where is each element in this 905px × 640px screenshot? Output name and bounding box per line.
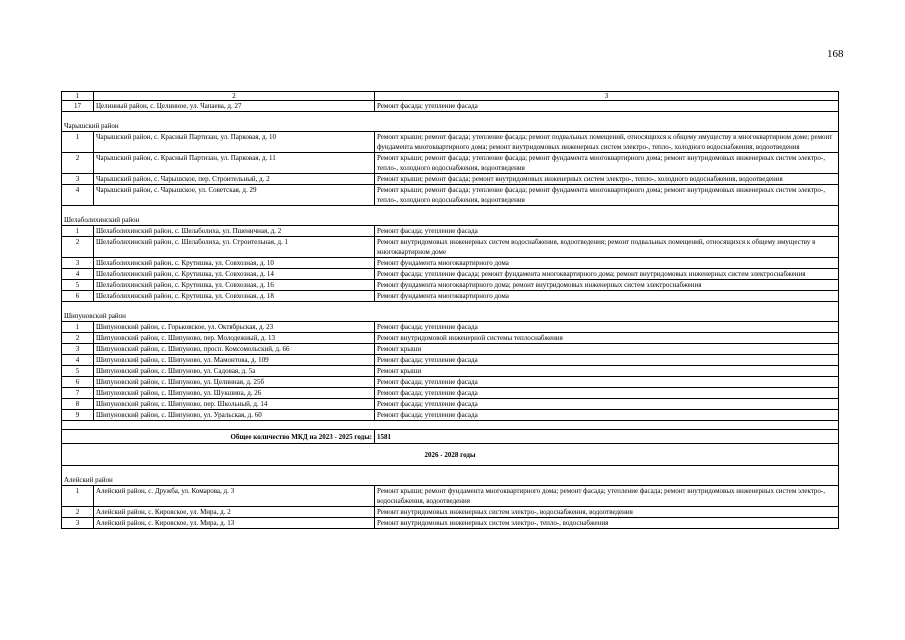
row-work: Ремонт фундамента многоквартирного дома — [375, 258, 839, 269]
row-address: Чарышский район, с. Красный Партизан, ул. Парковая, д. 11 — [94, 153, 375, 174]
table-row — [62, 322, 839, 333]
row-address: Шелаболихинский район, с. Крутишка, ул. Совхозная, д. 10 — [94, 258, 375, 269]
row-work: Ремонт крыши; ремонт фундамента многоквартирного дома; ремонт фасада; утепление фасада; ремонт внутридомовых инженерных систем электро-, водоснабжения, водоотведения — [375, 486, 839, 507]
table-row — [62, 518, 839, 529]
row-address: Чарышский район, с. Чарышское, пер. Строительный, д. 2 — [94, 174, 375, 185]
table-row — [62, 388, 839, 399]
row-address: Шипуновский район, с. Шипуново, пер. Школьный, д. 14 — [94, 399, 375, 410]
row-number: 1 — [62, 132, 94, 153]
row-number: 3 — [62, 344, 94, 355]
row-number: 5 — [62, 280, 94, 291]
total-label: Общее количество МКД на 2023 - 2025 годы: — [62, 430, 375, 444]
row-address: Шипуновский район, с. Шипуново, ул. Садовая, д. 5а — [94, 366, 375, 377]
row-work: Ремонт крыши; ремонт фасада; утепление фасада; ремонт фундамента многоквартирного дома; ремонт внутридомовых инженерных систем электро-, тепло-, холодного водоснабжения, водоотведения — [375, 153, 839, 174]
region-row — [62, 466, 839, 486]
row-work: Ремонт крыши — [375, 366, 839, 377]
section-title: 2026 - 2028 годы — [62, 444, 839, 466]
table-row — [62, 399, 839, 410]
table-row — [62, 258, 839, 269]
region-row — [62, 112, 839, 132]
row-address: Шелаболихинский район, с. Шелаболиха, ул. Пшеничная, д. 2 — [94, 226, 375, 237]
row-work: Ремонт внутридомовых инженерных систем электро-, водоснабжения, водоотведения — [375, 507, 839, 518]
table-row — [62, 174, 839, 185]
region-title: Шипуновский район — [62, 302, 839, 322]
row-number: 17 — [62, 101, 94, 112]
header-col-1: 1 — [62, 92, 94, 101]
row-number: 1 — [62, 322, 94, 333]
row-number: 3 — [62, 518, 94, 529]
row-number: 1 — [62, 226, 94, 237]
table-row — [62, 153, 839, 174]
row-work: Ремонт фасада; утепление фасада — [375, 355, 839, 366]
table-row — [62, 269, 839, 280]
row-work: Ремонт фундамента многоквартирного дома; ремонт внутридомовых инженерных систем электроснабжения — [375, 280, 839, 291]
row-address: Шипуновский район, с. Шипуново, пер. Молодежный, д. 13 — [94, 333, 375, 344]
row-work: Ремонт крыши; ремонт фасада; утепление фасада; ремонт фундамента многоквартирного дома; ремонт внутридомовых инженерных систем электро-, тепло-, холодного водоснабжения, водоотведения — [375, 185, 839, 206]
row-address: Шелаболихинский район, с. Крутишка, ул. Совхозная, д. 16 — [94, 280, 375, 291]
table-row — [62, 132, 839, 153]
row-number: 2 — [62, 507, 94, 518]
row-work: Ремонт крыши; ремонт фасада; ремонт внутридомовых инженерных систем электро-, тепло-, холодного водоснабжения, водоотведения — [375, 174, 839, 185]
section-row — [62, 444, 839, 466]
total-value: 1581 — [375, 430, 839, 444]
row-number: 4 — [62, 355, 94, 366]
total-row — [62, 430, 839, 444]
table-row — [62, 366, 839, 377]
row-work: Ремонт фасада; утепление фасада — [375, 410, 839, 421]
page-number: 168 — [827, 48, 844, 60]
row-work: Ремонт внутридомовых инженерных систем водоснабжения, водоотведения; ремонт подвальных помещений, относящихся к общему имуществу в многоквартирном доме — [375, 237, 839, 258]
row-address: Чарышский район, с. Чарышское, ул. Советская, д. 29 — [94, 185, 375, 206]
row-address: Чарышский район, с. Красный Партизан, ул. Парковая, д. 10 — [94, 132, 375, 153]
row-number: 2 — [62, 237, 94, 258]
row-number: 2 — [62, 153, 94, 174]
row-address: Шипуновский район, с. Шипуново, ул. Мамонтова, д. 109 — [94, 355, 375, 366]
row-address: Шелаболихинский район, с. Крутишка, ул. Совхозная, д. 14 — [94, 269, 375, 280]
table-row — [62, 344, 839, 355]
spacer-row — [62, 421, 839, 430]
header-col-3: 3 — [375, 92, 839, 101]
region-title: Шелаболихинский район — [62, 206, 839, 226]
table-row — [62, 410, 839, 421]
row-number: 2 — [62, 333, 94, 344]
row-number: 3 — [62, 258, 94, 269]
table-row — [62, 291, 839, 302]
row-work: Ремонт крыши; ремонт фасада; утепление фасада; ремонт подвальных помещений, относящихся к общему имуществу в многоквартирном доме; ремонт фундамента многоквартирного дома; ремонт внутридомовых инженерных систем электро-, тепло-, холодного водоснабжения, водоотведения — [375, 132, 839, 153]
table-row — [62, 185, 839, 206]
row-address: Шипуновский район, с. Шипуново, ул. Шукшина, д. 26 — [94, 388, 375, 399]
row-number: 3 — [62, 174, 94, 185]
header-row — [62, 92, 839, 101]
row-address: Шипуновский район, с. Шипуново, ул. Целинная, д. 25б — [94, 377, 375, 388]
row-number: 9 — [62, 410, 94, 421]
mkd-table — [61, 91, 839, 529]
region-row — [62, 302, 839, 322]
row-number: 5 — [62, 366, 94, 377]
table-row — [62, 486, 839, 507]
row-work: Ремонт внутридомовых инженерных систем электро-, тепло-, водоснабжения — [375, 518, 839, 529]
row-work: Ремонт внутридомовой инженерной системы теплоснабжения — [375, 333, 839, 344]
row-work: Ремонт фундамента многоквартирного дома — [375, 291, 839, 302]
table-row — [62, 507, 839, 518]
row-address: Алейский район, с. Кировское, ул. Мира, д. 13 — [94, 518, 375, 529]
row-address: Алейский район, с. Кировское, ул. Мира, д. 2 — [94, 507, 375, 518]
row-address: Алейский район, с. Дружба, ул. Комарова, д. 3 — [94, 486, 375, 507]
table-row — [62, 333, 839, 344]
table-row — [62, 377, 839, 388]
row-address: Шелаболихинский район, с. Крутишка, ул. Совхозная, д. 18 — [94, 291, 375, 302]
row-work: Ремонт фасада; утепление фасада — [375, 226, 839, 237]
region-title: Чарышский район — [62, 112, 839, 132]
row-number: 4 — [62, 185, 94, 206]
table-row — [62, 237, 839, 258]
header-col-2: 2 — [94, 92, 375, 101]
table-row — [62, 280, 839, 291]
spacer-cell — [62, 421, 839, 430]
row-address: Шипуновский район, с. Шипуново, просп. Комсомольский, д. 66 — [94, 344, 375, 355]
row-number: 6 — [62, 377, 94, 388]
row-address: Шипуновский район, с. Шипуново, ул. Уральская, д. 60 — [94, 410, 375, 421]
row-work: Ремонт фасада; утепление фасада; ремонт фундамента многоквартирного дома; ремонт внутридомовых инженерных систем электроснабжения — [375, 269, 839, 280]
row-address: Шелаболихинский район, с. Шелаболиха, ул. Строительная, д. 1 — [94, 237, 375, 258]
row-work: Ремонт фасада; утепление фасада — [375, 399, 839, 410]
row-address: Целинный район, с. Целинное, ул. Чапаева, д. 27 — [94, 101, 375, 112]
row-work: Ремонт фасада; утепление фасада — [375, 388, 839, 399]
row-address: Шипуновский район, с. Горьковское, ул. Октябрьская, д. 23 — [94, 322, 375, 333]
row-work: Ремонт фасада; утепление фасада — [375, 101, 839, 112]
row-number: 8 — [62, 399, 94, 410]
row-work: Ремонт фасада; утепление фасада — [375, 377, 839, 388]
row-number: 4 — [62, 269, 94, 280]
row-work: Ремонт фасада; утепление фасада — [375, 322, 839, 333]
row-number: 1 — [62, 486, 94, 507]
region-row — [62, 206, 839, 226]
table-row — [62, 226, 839, 237]
table-row — [62, 355, 839, 366]
region-title: Алейский район — [62, 466, 839, 486]
table-row — [62, 101, 839, 112]
row-number: 6 — [62, 291, 94, 302]
row-work: Ремонт крыши — [375, 344, 839, 355]
row-number: 7 — [62, 388, 94, 399]
